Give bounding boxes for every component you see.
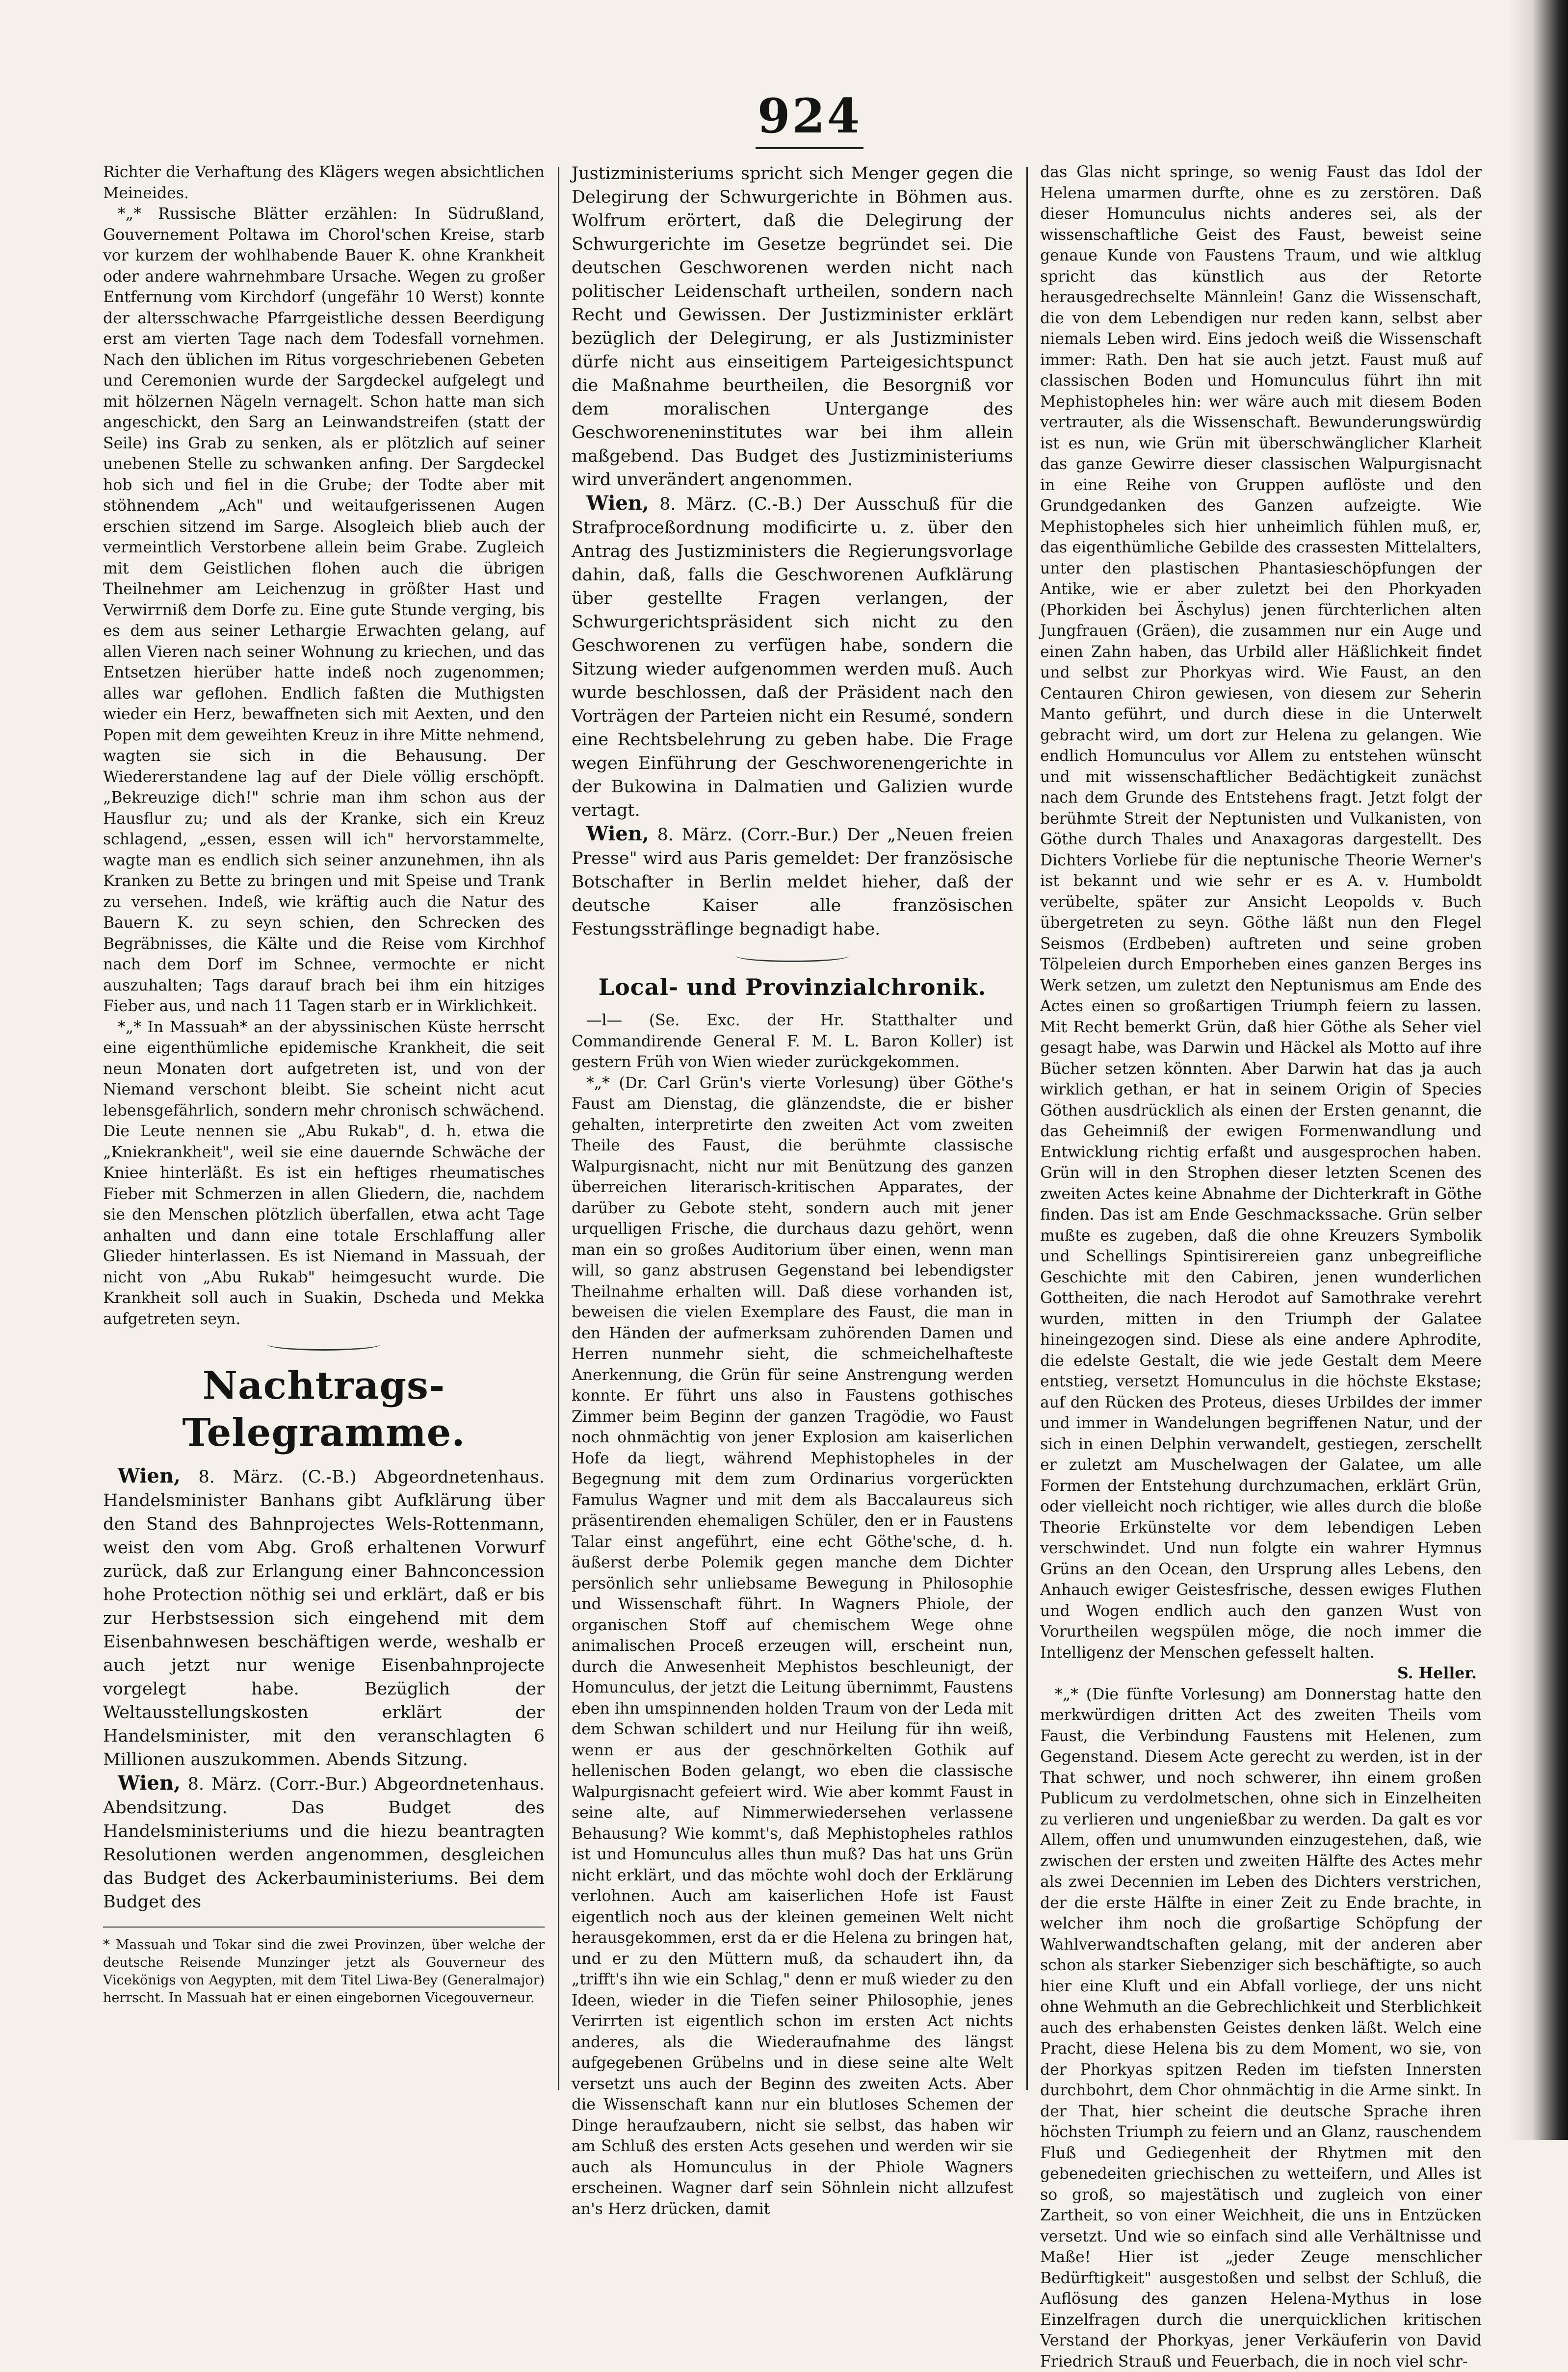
telegram-3 <box>572 492 1013 822</box>
telegram-1 <box>103 1464 545 1772</box>
column-2 <box>572 162 1013 2095</box>
newspaper-page <box>103 74 1516 2110</box>
telegram-1-text: 8. März. (C.-B.) Abgeordnetenhaus. Handelsminister Banhans gibt Aufklärung über den Stand des Bahnprojectes Wels-Rottenmann, weist den vom Abg. Groß erhaltenen Vorwurf zurück, daß zur Erlangung einer Bahnconcession hohe Protection nöthig sei und erklärt, daß er bis zur Herbstsession sich eingehend mit dem Eisenbahnwesen beschäftigen werde, weshalb er auch jetzt nur wenige Eisenbahnprojecte vorgelegt habe. Bezüglich der Weltausstellungskosten erklärt der Handelsminister, mit den veranschlagten 6 Millionen auszukommen. Abends Sitzung. <box>103 1467 545 1770</box>
telegram-4-dateline: Wien, <box>586 822 649 845</box>
article-massuah: *„* In Massuah* an der abyssinischen Küste herrscht eine eigenthümliche epidemische Krankheit, die seit neun Monaten dort aufgetreten ist, und von der Niemand verschont bleibt. Sie scheint nicht acut lebensgefährlich, sondern mehr chronisch schwächend. Die Leute nennen sie „Abu Rukab", d. h. etwa die „Kniekrankheit", weil sie eine dauernde Schwäche der Kniee hinterläßt. Es ist ein heftiges rheumatisches Fieber mit Schmerzen in allen Gliedern, die, nachdem sie den Menschen plötzlich überfallen, etwa acht Tage anhalten und dann eine totale Erschlaffung aller Glieder hinterlassen. Es ist Niemand in Massuah, der nicht von „Abu Rukab" heimgesucht wurde. Die Krankheit soll auch in Suakin, Dscheda und Mekka aufgetreten seyn. <box>103 1017 545 1330</box>
telegram-continuation: Justizministeriums spricht sich Menger gegen die Delegirung der Schwurgerichte in Böhmen aus. Wolfrum erörtert, daß die Delegirung der Schwurgerichte im Gesetze begründet sei. Die deutschen Geschworenen werden nicht nach politischer Leidenschaft urtheilen, sondern nach Recht und Gewissen. Der Justizminister erklärt bezüglich der Delegirung, er als Justizminister dürfe nicht aus einseitigem Parteigesichtspunct die Maßnahme beurtheilen, die Besorgniß vor dem moralischen Untergange des Geschworeneninstitutes war bei ihm allein maßgebend. Das Budget des Justizministeriums wird unverändert angenommen. <box>572 162 1013 492</box>
author-signature: S. Heller. <box>1040 1663 1477 1684</box>
telegram-4-text: 8. März. (Corr.-Bur.) Der „Neuen freien Presse" wird aus Paris gemeldet: Der französische Botschafter in Berlin meldet hieher, daß der deutsche Kaiser alle französischen Festungssträflinge begnadigt habe. <box>572 825 1013 939</box>
page-number: 924 <box>726 88 893 144</box>
article-russian-news: *„* Russische Blätter erzählen: In Südrußland, Gouvernement Poltawa im Chorol'schen Kreise, starb vor kurzem der wohlhabende Bauer K. ohne Krankheit oder andere wahrnehmbare Ursache. Wegen zu großer Entfernung vom Kirchdorf (ungefähr 10 Werst) konnte der altersschwache Pfarrgeistliche dessen Beerdigung erst am vierten Tage nach dem Todesfall vornehmen. Nach den üblichen im Ritus vorgeschriebenen Gebeten und Ceremonien wurde der Sargdeckel aufgelegt und mit hölzernen Nägeln vernagelt. Schon hatte man sich angeschickt, den Sarg an Leinwandstreifen (statt der Seile) ins Grab zu senken, als er plötzlich auf seiner unebenen Stelle zu schwanken anfing. Der Sargdeckel hob sich und fiel in die Grube; der Todte aber mit stöhnendem „Ach" und weitaufgerissenen Augen erschien sitzend im Sarge. Alsogleich blieb auch der vermeintlich Verstorbene allein beim Grabe. Zugleich mit dem Geistlichen flohen auch die übrigen Theilnehmer am Leichenzug in größter Hast und Verwirrniß dem Dorfe zu. Eine gute Stunde verging, bis es dem aus seiner Lethargie Erwachten gelang, auf allen Vieren nach seiner Wohnung zu kriechen, und das Entsetzen hierüber hatte indeß noch zugenommen; alles war geflohen. Endlich faßten die Muthigsten wieder ein Herz, bewaffneten sich mit Aexten, und den Popen mit dem geweihten Kreuz in ihre Mitte nehmend, wagten sie sich in die Behausung. Der Wiedererstandene lag auf der Diele völlig erschöpft. „Bekreuzige dich!" schrie man ihm schon aus der Hausflur zu; und als der Kranke, sich ein Kreuz schlagend, „essen, essen will ich" hervorstammelte, wagte man es endlich sich seiner anzunehmen, ihn als Kranken zu Bette zu bringen und mit Speise und Trank zu versehen. Indeß, wie kräftig auch die Natur des Bauern K. zu seyn schien, den Schrecken des Begräbnisses, die Kälte und die Reise vom Kirchhof nach dem Dorf im Schnee, vermochte er nicht auszuhalten; Tags darauf brach bei ihm ein hitziges Fieber aus, und nach 11 Tagen starb er in Wirklichkeit. <box>103 204 545 1017</box>
separator-ornament <box>736 950 849 962</box>
telegram-2-dateline: Wien, <box>118 1772 181 1795</box>
article-gruen-lecture-4-continued: das Glas nicht springe, so wenig Faust das Idol der Helena umarmen durfte, ohne es zu zerstören. Daß dieser Homunculus nichts anderes sei, als der wissenschaftliche Geist des Faust, beweist seine genaue Kunde von Faustens Traum, und wie altklug spricht das künstlich aus der Retorte herausgedrechselte Männlein! Ganz die Wissenschaft, die von dem Lebendigen nur reden kann, selbst aber niemals Leben wird. Eins jedoch weiß die Wissenschaft immer: Rath. Den hat sie auch jetzt. Faust muß auf classischen Boden und Homunculus führt ihn mit Mephistopheles hin: wer wäre auch mit diesem Boden vertrauter, als die Wissenschaft. Bewunderungswürdig ist es nun, wie Grün mit überschwänglicher Klarheit das ganze Gewirre dieser classischen Walpurgisnacht in eine Reihe von Gruppen auflöste und den Grundgedanken des Ganzen aufzeigte. Wie Mephistopheles sich hier unheimlich fühlen muß, er, das eigenthümliche Gebilde des crassesten Mittelalters, unter den plastischen Phantasieschöpfungen der Antike, wie er aber zuletzt bei den Phorkyaden (Phorkiden bei Äschylus) jenen fürchterlichen alten Jungfrauen (Gräen), die zusammen nur ein Auge und einen Zahn haben, das Urbild aller Häßlichkeit findet und selbst zur Phorkyas wird. Wie Faust, an den Centauren Chiron gewiesen, von diesem zur Seherin Manto geführt, und durch diese in die Unterwelt gebracht wird, um dort zur Helena zu gelangen. Wie endlich Homunculus vor Allem zu entstehen wünscht und mit wissenschaftlicher Bedächtigkeit zunächst nach dem Grunde des Entstehens fragt. Jetzt folgt der berühmte Streit der Neptunisten und Vulkanisten, von Göthe durch Thales und Anaxagoras dargestellt. Des Dichters Vorliebe für die neptunische Theorie Werner's ist bekannt und wie sehr er es A. v. Humboldt verübelte, später zur Ansicht Leopolds v. Buch übergetreten zu seyn. Göthe läßt nun den Flegel Seismos (Erdbeben) auftreten und seine groben Tölpeleien durch Emporheben eines ganzen Berges ins Werk setzen, um zuletzt den Neptunismus am Ende des Actes einen so großartigen Triumph feiern zu lassen. Mit Recht bemerkt Grün, daß hier Göthe als Seher viel gesagt habe, was Darwin und Häckel als Motto auf ihre Bücher setzen könnten. Aber Darwin hat das ja auch wirklich gethan, er hat in seinem Origin of Species Göthen ausdrücklich als einen der Ersten genannt, die das Geheimniß der ewigen Formenwandlung und Entwicklung richtig erfaßt und ausgesprochen haben. Grün will in den Strophen dieser letzten Scenen des zweiten Actes keine Abnahme der Dichterkraft in Göthe finden. Das ist am Ende Geschmackssache. Grün selber mußte es zugeben, daß die ohne Kreuzers Symbolik und Schellings Spintisirereien ganz unbegreifliche Geschichte mit den Cabiren, jenen wunderlichen Gottheiten, die nach Herodot auf Samothrake verehrt wurden, mitten in den Triumph der Galatee hineingezogen sind. Diese als eine andere Aphrodite, die edelste Gestalt, die wie jede Gestalt dem Meere entstieg, versetzt Homunculus in die höchste Ekstase; auf den Rücken des Proteus, dieses Urbildes der immer und immer in Wandelungen begriffenen Natur, und der sich in einen Delphin verwandelt, gestiegen, zerschellt er zuletzt am Muschelwagen der Galatee, um alle Formen der Entstehung durchzumachen, erklärt Grün, oder vielleicht noch richtiger, wie alles durch die bloße Theorie Erkünstelte vor dem lebendigen Leben verschwindet. Und nun folgte ein wahrer Hymnus Grüns an den Ocean, den Ursprung alles Lebens, den Anhauch ewiger Geistesfrische, dessen ewiges Fluthen und Wogen endlich auch den ganzen Wust von Vorurtheilen wegspülen möge, die noch immer die Intelligenz der Menschen gefesselt halten. <box>1040 162 1482 1663</box>
telegram-3-text: 8. März. (C.-B.) Der Ausschuß für die Strafproceßordnung modificirte u. z. über den Antrag des Justizministers die Regierungsvorlage dahin, daß, falls die Geschworenen Aufklärung über gestellte Fragen verlangen, der Schwurgerichtspräsident sich nicht zu den Geschworenen zu verfügen habe, sondern die Sitzung wieder aufgenommen werden muß. Auch wurde beschlossen, daß der Präsident nach den Vorträgen der Parteien nicht ein Resumé, sondern eine Rechtsbelehrung zu geben habe. Die Frage wegen Einführung der Geschworenengerichte in der Bukowina in Dalmatien und Galizien wurde vertagt. <box>572 495 1013 820</box>
telegram-2-text: 8. März. (Corr.-Bur.) Abgeordnetenhaus. Abendsitzung. Das Budget des Handelsministeriums und die hiezu beantragten Resolutionen werden angenommen, desgleichen das Budget des Ackerbauministeriums. Bei dem Budget des <box>103 1774 545 1912</box>
column-3 <box>1040 162 1482 2095</box>
column-divider-2 <box>1026 167 1028 2090</box>
column-1 <box>103 162 545 2095</box>
article-gruen-lecture-4: *„* (Dr. Carl Grün's vierte Vorlesung) über Göthe's Faust am Dienstag, die glänzendste, die er bisher gehalten, interpretirte den zweiten Act vom zweiten Theile des Faust, die berühmte classische Walpurgisnacht, nicht nur mit Benützung des ganzen überreichen literarisch-kritischen Apparates, der darüber zu Gebote steht, sondern auch mit jener urquelligen Frische, die durchaus dazu gehört, wenn man ein so großes Auditorium über einen, wenn man will, so ganz abstrusen Gegenstand bei lebendigster Theilnahme erhalten will. Daß diese vorhanden ist, beweisen die vielen Exemplare des Faust, die man in den Händen der aufmerksam zuhörenden Damen und Herren nunmehr sieht, die schmeichelhafteste Anerkennung, die Grün für seine Anstrengung werden konnte. Er führt uns also in Faustens gothisches Zimmer beim Beginn der ganzen Tragödie, wo Faust noch ohnmächtig von jener Explosion am kaiserlichen Hofe da liegt, während Mephistopheles in der Begegnung mit dem zum Ordinarius vorgerückten Famulus Wagner und mit dem als Baccalaureus sich präsentirenden ehemaligen Schüler, den er in Faustens Talar einst angeführt, eine echt Göthe'sche, d. h. äußerst derbe Polemik gegen manche dem Dichter persönlich sehr unliebsame Bewegung in Philosophie und Wissenschaft führt. In Wagners Phiole, der organischen Stoff auf chemischem Wege ohne animalischen Proceß erzeugen will, erscheint nun, durch die Anwesenheit Mephistos beschleunigt, der Homunculus, der jetzt die Leitung übernimmt, Faustens eben ihn umspinnenden holden Traum von der Leda mit dem Schwan schildert und nur Heilung für ihn weiß, wenn er aus der geschnörkelten Gothik auf hellenischen Boden gelangt, wo eben die classische Walpurgisnacht gefeiert wird. Wie aber kommt Faust in seine alte, auf Nimmerwiedersehen verlassene Behausung? Wie kommt's, daß Mephistopheles rathlos ist und Homunculus alles thun muß? Das hat uns Grün nicht erklärt, und das möchte wohl doch der Erklärung verlohnen. Auch am kaiserlichen Hofe ist Faust eigentlich noch aus der kleinen gemeinen Welt nicht herausgekommen, erst da er die Helena zu bringen hat, und er zu den Müttern muß, da schaudert ihn, da „trifft's ihn wie ein Schlag," denn er muß wieder zu den Ideen, wieder in die Tiefen seiner Philosophie, jenes Verirrten ist eigentlich schon im ersten Act nichts anderes, als die Wiederaufnahme des längst aufgegebenen Grübelns und in diese seine alte Welt versetzt uns auch der Beginn des zweiten Acts. Aber die Wissenschaft kann nur ein blutloses Schemen der Dinge heraufzaubern, nicht sie selbst, das haben wir am Schluß des ersten Acts gesehen und werden wir sie auch als Homunculus in der Phiole Wagners erscheinen. Wagner darf sein Söhnlein nicht allzufest an's Herz drücken, damit <box>572 1073 1013 2220</box>
column-divider-1 <box>558 167 559 2090</box>
article-gruen-lecture-5: *„* (Die fünfte Vorlesung) am Donnerstag hatte den merkwürdigen dritten Act des zweiten Theils vom Faust, die Verbindung Faustens mit Helenen, zum Gegenstand. Diesem Acte gerecht zu werden, ist in der That schwer, und noch schwerer, ihn einem großen Publicum zu verdolmetschen, ohne sich in Einzelheiten zu verlieren und ungenießbar zu werden. Da galt es vor Allem, offen und unumwunden einzugestehen, daß, wie zwischen der ersten und zweiten Hälfte des Actes mehr als zwei Decennien im Leben des Dichters verstrichen, der die erste Hälfte in einer Zeit zu Ende brachte, in welcher ihm noch die großartige Schöpfung der Wahlverwandtschaften gelang, mit der anderen aber schon als starker Siebenziger sich beschäftigte, so auch hier eine Kluft und ein Abfall vorliege, der uns nicht ohne Wehmuth an die Gebrechlichkeit und Sterblichkeit auch des erhabensten Geistes denken läßt. Welch eine Pracht, diese Helena bis zu dem Moment, wo sie, von der Phorkyas spitzen Reden im tiefsten Innersten durchbohrt, dem Chor ohnmächtig in die Arme sinkt. In der That, hier scheint die deutsche Sprache ihren höchsten Triumph zu feiern und an Glanz, rauschendem Fluß und Gediegenheit der Rhytmen mit den gebenedeiten griechischen zu wetteifern, und Alles ist so groß, so majestätisch und zugleich von einer Zartheit, so von einer Weichheit, die uns in Entzücken versetzt. Und wie so einfach sind alle Verhältnisse und Maße! Hier ist „jeder Zeuge menschlicher Bedürftigkeit" ausgestoßen und selbst der Schluß, die Auflösung des ganzen Helena-Mythus in lose Einzelfragen durch die unerquicklichen kritischen Verstand der Phorkyas, jener Verkäuferin von David Friedrich Strauß und Feuerbach, die in noch viel schr- <box>1040 1684 1482 2372</box>
telegram-4 <box>572 822 1013 941</box>
scan-dark-edge <box>1509 0 1568 2140</box>
article-statthalter: —l— (Se. Exc. der Hr. Statthalter und Commandirende General F. M. L. Baron Koller) ist gestern Früh von Wien wieder zurückgekommen. <box>572 1010 1013 1073</box>
section-title-local-chronicle: Local- und Provinzialchronik. <box>572 971 1013 1003</box>
telegram-2 <box>103 1772 545 1914</box>
separator-ornament <box>267 1338 380 1351</box>
section-title-telegrams: Nachtrags-Telegramme. <box>103 1362 545 1457</box>
telegram-1-dateline: Wien, <box>118 1464 181 1487</box>
article-continuation: Richter die Verhaftung des Klägers wegen absichtlichen Meineides. <box>103 162 545 204</box>
telegram-3-dateline: Wien, <box>586 492 649 515</box>
page-number-underline <box>756 147 863 149</box>
footnote: * Massuah und Tokar sind die zwei Provinzen, über welche der deutsche Reisende Munzinger jetzt als Gouverneur des Vicekönigs von Aegypten, mit dem Titel Liwa-Bey (Generalmajor) herrscht. In Massuah hat er einen eingebornen Vicegouverneur. <box>103 1927 545 2007</box>
